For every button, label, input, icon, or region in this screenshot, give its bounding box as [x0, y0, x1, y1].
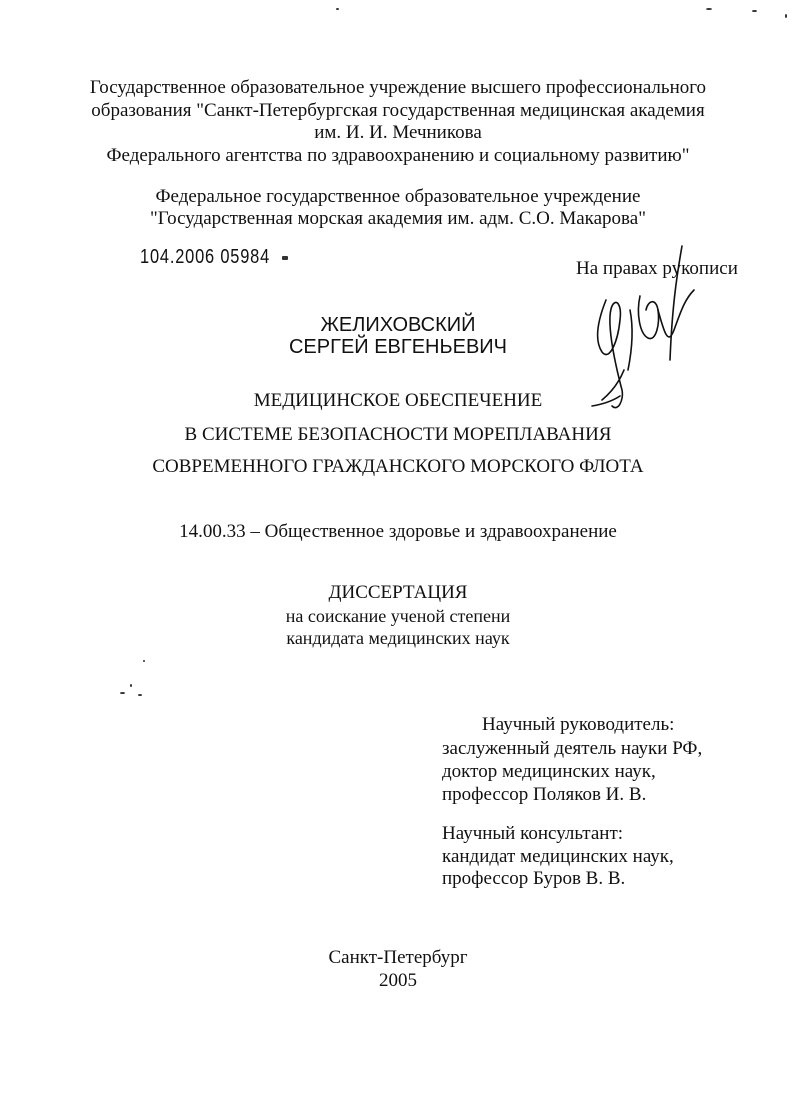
registry-number: 104.2006 05984 [140, 246, 271, 268]
scan-speck [143, 660, 145, 662]
consultant-line: кандидат медицинских наук, [442, 846, 674, 867]
second-institution-line: "Государственная морская академия им. адм. С.О. Макарова" [150, 208, 646, 229]
footer-city: Санкт-Петербург [328, 947, 468, 968]
supervisor-line: профессор Поляков И. В. [442, 784, 647, 805]
supervisor-line: доктор медицинских наук, [442, 761, 656, 782]
supervisor-line: заслуженный деятель науки РФ, [442, 738, 703, 759]
scan-speck [138, 694, 142, 696]
scan-speck [130, 684, 132, 687]
degree-line: кандидата медицинских наук [286, 628, 510, 648]
registry-dash [282, 256, 288, 260]
scan-speck [120, 692, 125, 694]
institution-line: Федерального агентства по здравоохранению и социальному развитию" [106, 145, 690, 166]
scan-speck [706, 8, 712, 10]
institution-line: Государственное образовательное учреждение высшего профессионального [89, 77, 707, 98]
footer-year: 2005 [379, 970, 417, 991]
manuscript-note: На правах рукописи [576, 258, 738, 279]
scan-speck [752, 10, 757, 12]
specialty-code: 14.00.33 – Общественное здоровье и здравоохранение [179, 521, 617, 542]
scan-speck [336, 8, 339, 10]
degree-heading: ДИССЕРТАЦИЯ [328, 582, 468, 603]
supervisor-label: Научный руководитель: [482, 714, 675, 735]
degree-line: на соискание ученой степени [285, 606, 511, 626]
consultant-line: профессор Буров В. В. [442, 868, 626, 889]
institution-line: им. И. И. Мечникова [314, 122, 482, 143]
scan-speck [785, 14, 787, 18]
author-surname: ЖЕЛИХОВСКИЙ [320, 314, 476, 336]
institution-line: образования "Санкт-Петербургская государственная медицинская академия [91, 100, 705, 121]
title-line: В СИСТЕМЕ БЕЗОПАСНОСТИ МОРЕПЛАВАНИЯ [184, 424, 612, 445]
title-line: МЕДИЦИНСКОЕ ОБЕСПЕЧЕНИЕ [253, 390, 543, 411]
consultant-label: Научный консультант: [442, 823, 624, 844]
author-name: СЕРГЕЙ ЕВГЕНЬЕВИЧ [288, 336, 508, 358]
title-line: СОВРЕМЕННОГО ГРАЖДАНСКОГО МОРСКОГО ФЛОТА [152, 456, 644, 477]
second-institution-line: Федеральное государственное образовательное учреждение [155, 186, 641, 207]
